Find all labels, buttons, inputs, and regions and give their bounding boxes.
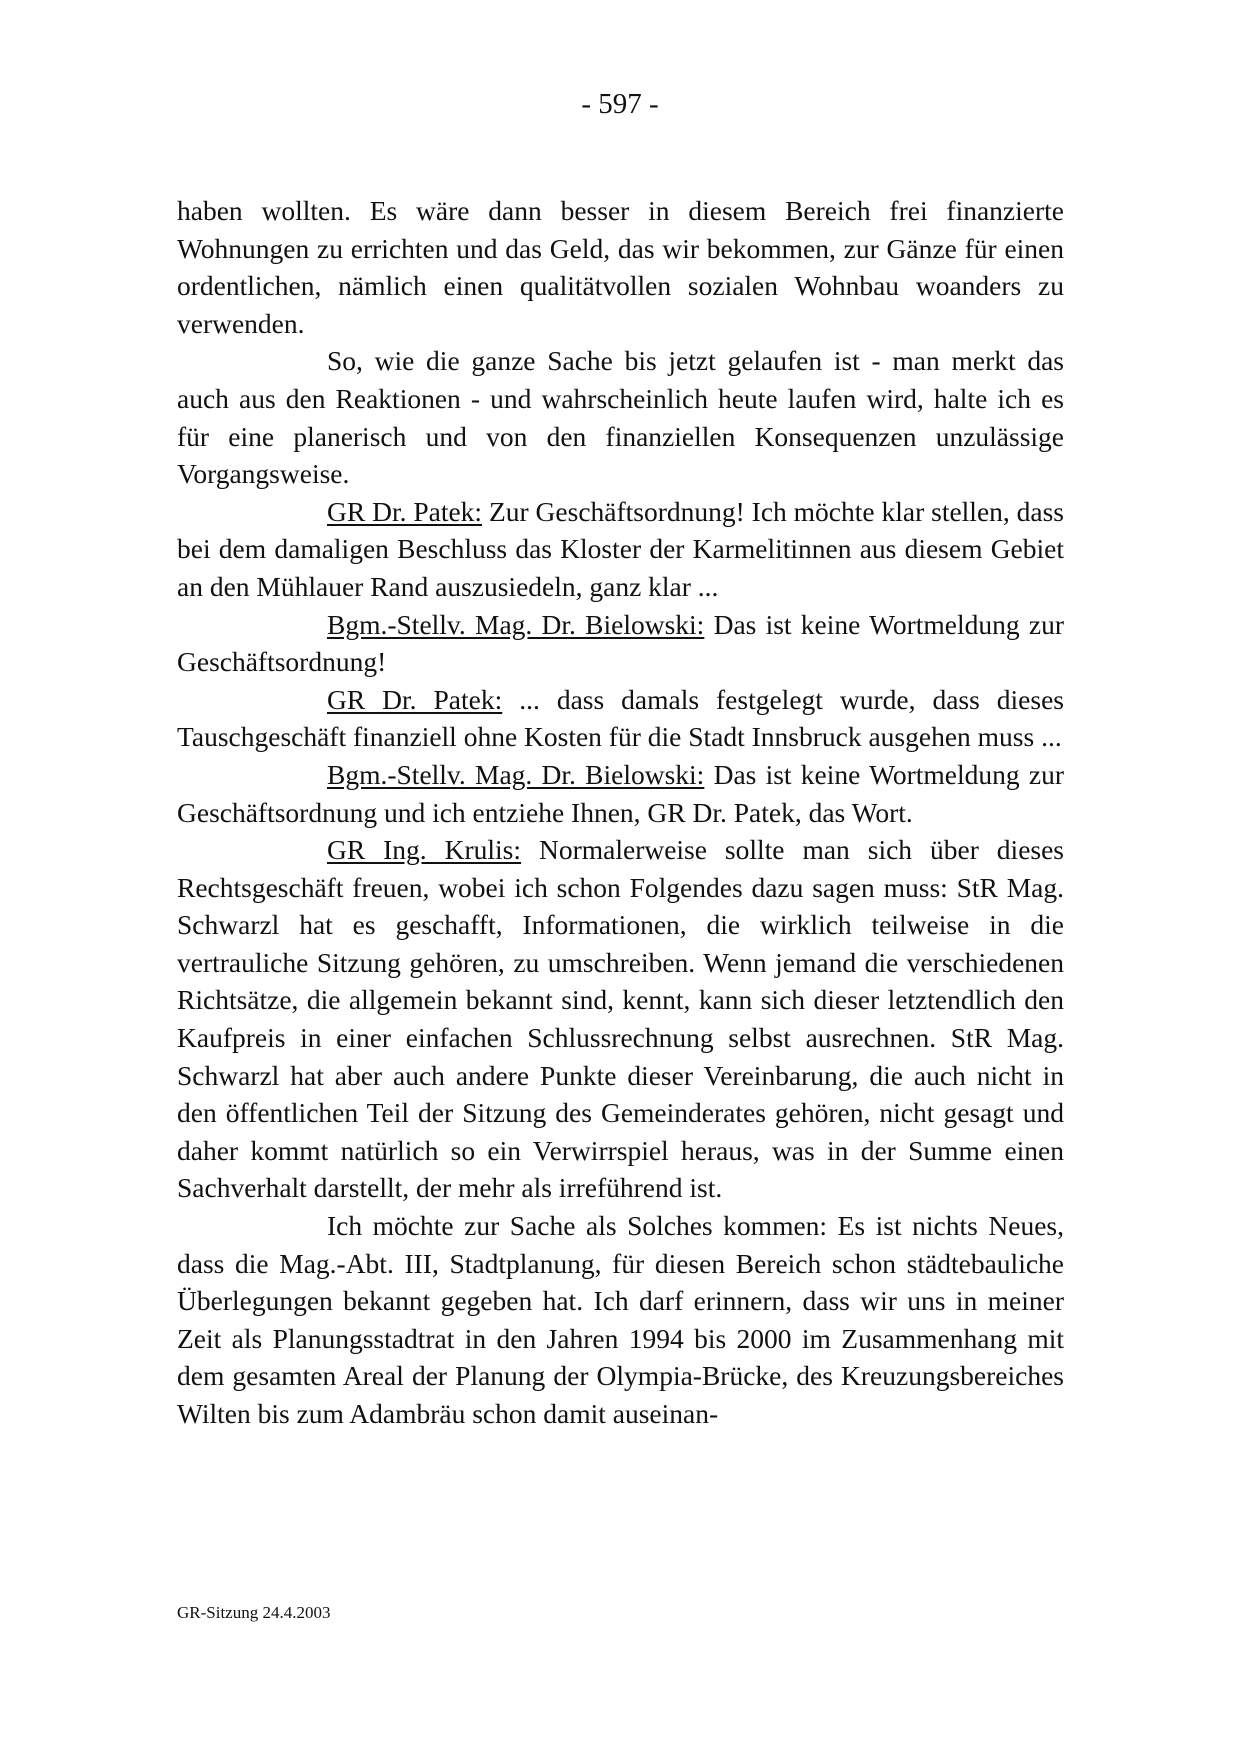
speech-text: ... dass damals festgelegt wurde, dass dieses Tauschgeschäft finanziell ohne Kosten für die Stadt Innsbruck ausgehen muss ... [177, 683, 1064, 753]
page-number: - 597 - [581, 88, 659, 120]
speech-paragraph [177, 606, 1064, 681]
speech-paragraph [177, 493, 1064, 606]
speaker-name: GR Dr. Patek: [327, 495, 483, 527]
speaker-name: Bgm.-Stellv. Mag. Dr. Bielowski: [327, 608, 705, 640]
paragraph [177, 192, 1064, 342]
speaker-name: Bgm.-Stellv. Mag. Dr. Bielowski: [327, 758, 705, 790]
speaker-name: GR Dr. Patek: [327, 683, 503, 715]
paragraph [177, 1207, 1064, 1433]
document-body [177, 192, 1064, 1433]
paragraph-text: So, wie die ganze Sache bis jetzt gelaufen ist - man merkt das auch aus den Reaktionen - und wahrscheinlich heute laufen wird, halte ich es für eine planerisch und von den finanziellen Konsequenzen unzulässige Vorgangsweise. [177, 345, 1064, 490]
paragraph-text: haben wollten. Es wäre dann besser in diesem Bereich frei finanzierte Wohnungen zu errichten und das Geld, das wir bekommen, zur Gänze für einen ordentlichen, nämlich einen qualitätvollen sozialen Wohnbau woanders zu verwenden. [177, 195, 1064, 339]
speech-paragraph [177, 681, 1064, 756]
speech-text: Das ist keine Wortmeldung zur Geschäftsordnung! [177, 608, 1064, 678]
speech-text: Das ist keine Wortmeldung zur Geschäftsordnung und ich entziehe Ihnen, GR Dr. Patek, das Wort. [177, 758, 1064, 828]
speaker-name: GR Ing. Krulis: [327, 834, 522, 866]
speech-paragraph [177, 831, 1064, 1207]
speech-text: Normalerweise sollte man sich über dieses Rechtsgeschäft freuen, wobei ich schon Folgendes dazu sagen muss: StR Mag. Schwarzl hat es geschafft, Informationen, die wirklich teilweise in die vertrauliche Sitzung gehören, zu umschreiben. Wenn jemand die verschiedenen Richtsätze, die allgemein bekannt sind, kennt, kann sich dieser letztendlich den Kaufpreis in einer einfachen Schlussrechnung selbst ausrechnen. StR Mag. Schwarzl hat aber auch andere Punkte dieser Vereinbarung, die auch nicht in den öffentlichen Teil der Sitzung des Gemeinderates gehören, nicht gesagt und daher kommt natürlich so ein Verwirrspiel heraus, was in der Summe einen Sachverhalt darstellt, der mehr als irreführend ist. [177, 834, 1065, 1204]
speech-text: Zur Geschäftsordnung! Ich möchte klar stellen, dass bei dem damaligen Beschluss das Kloster der Karmelitinnen aus diesem Gebiet an den Mühlauer Rand auszusiedeln, ganz klar ... [177, 495, 1065, 602]
paragraph [177, 342, 1064, 492]
speech-paragraph [177, 756, 1064, 831]
footer-session-date: GR-Sitzung 24.4.2003 [177, 1603, 331, 1622]
paragraph-text: Ich möchte zur Sache als Solches kommen: Es ist nichts Neues, dass die Mag.-Abt. III, Stadtplanung, für diesen Bereich schon städtebauliche Überlegungen bekannt gegeben hat. Ich darf erinnern, dass wir uns in meiner Zeit als Planungsstadtrat in den Jahren 1994 bis 2000 im Zusammenhang mit dem gesamten Areal der Planung der Olympia-Brücke, des Kreuzungsbereiches Wilten bis zum Adambräu schon damit auseinan- [177, 1210, 1064, 1429]
